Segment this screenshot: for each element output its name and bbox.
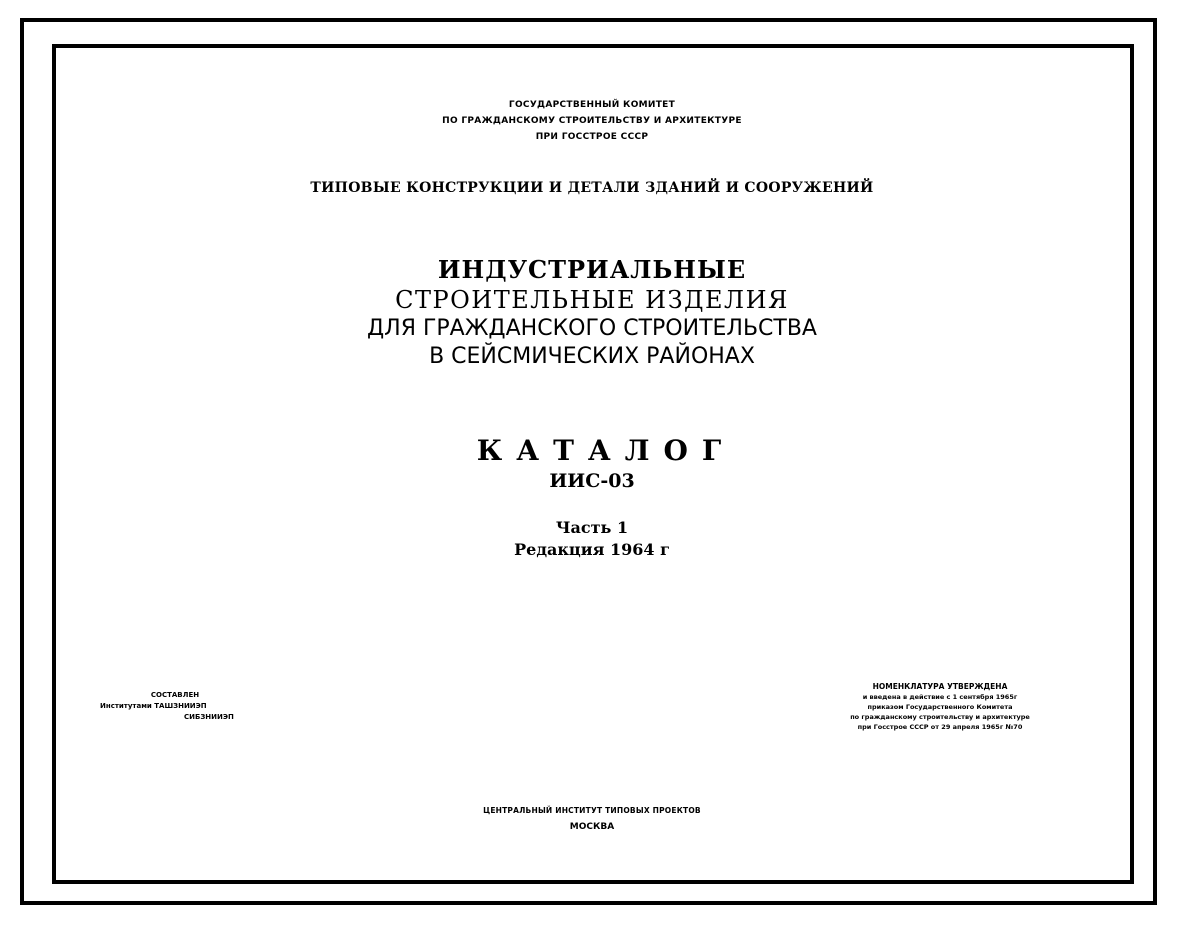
catalog-part: Часть 1: [555, 518, 629, 537]
compiled-line-3: СИБЗНИИЭП: [184, 713, 234, 721]
catalog-code: ИИС-03: [549, 470, 635, 492]
approval-line-1: НОМЕНКЛАТУРА УТВЕРЖДЕНА: [872, 682, 1008, 691]
series-title: ТИПОВЫЕ КОНСТРУКЦИИ И ДЕТАЛИ ЗДАНИЙ И СООРУЖЕНИЙ: [310, 180, 874, 196]
committee-line-3: ПРИ ГОССТРОЕ СССР: [535, 132, 649, 142]
catalog-edition: Редакция 1964 г: [514, 540, 670, 559]
compiled-by-block: [100, 690, 250, 723]
main-title-line-4: В СЕЙСМИЧЕСКИХ РАЙОНАХ: [429, 344, 755, 369]
approval-line-5: при Госстрое СССР от 29 апреля 1965г №70: [857, 723, 1023, 731]
publisher-city: МОСКВА: [569, 822, 615, 832]
publisher-name: ЦЕНТРАЛЬНЫЙ ИНСТИТУТ ТИПОВЫХ ПРОЕКТОВ: [483, 806, 701, 815]
approval-line-2: и введена в действие с 1 сентября 1965г: [862, 693, 1018, 701]
committee-line-1: ГОСУДАРСТВЕННЫЙ КОМИТЕТ: [508, 100, 676, 110]
committee-line-2: ПО ГРАЖДАНСКОМУ СТРОИТЕЛЬСТВУ И АРХИТЕКТУРЕ: [442, 116, 742, 126]
main-title-line-1: ИНДУСТРИАЛЬНЫЕ: [437, 255, 747, 284]
compiled-line-1: СОСТАВЛЕН: [150, 691, 200, 699]
catalog-heading: КАТАЛОГ: [476, 434, 736, 467]
compiled-line-2: Институтами ТАШЗНИИЭП: [100, 702, 207, 710]
approval-line-4: по гражданскому строительству и архитектуре: [850, 713, 1030, 721]
main-title-line-2: СТРОИТЕЛЬНЫЕ ИЗДЕЛИЯ: [395, 286, 789, 314]
approval-line-3: приказом Государственного Комитета: [867, 703, 1013, 711]
committee-header: [0, 97, 1184, 145]
approval-block: [820, 682, 1060, 732]
main-title-line-3: ДЛЯ ГРАЖДАНСКОГО СТРОИТЕЛЬСТВА: [366, 316, 817, 341]
